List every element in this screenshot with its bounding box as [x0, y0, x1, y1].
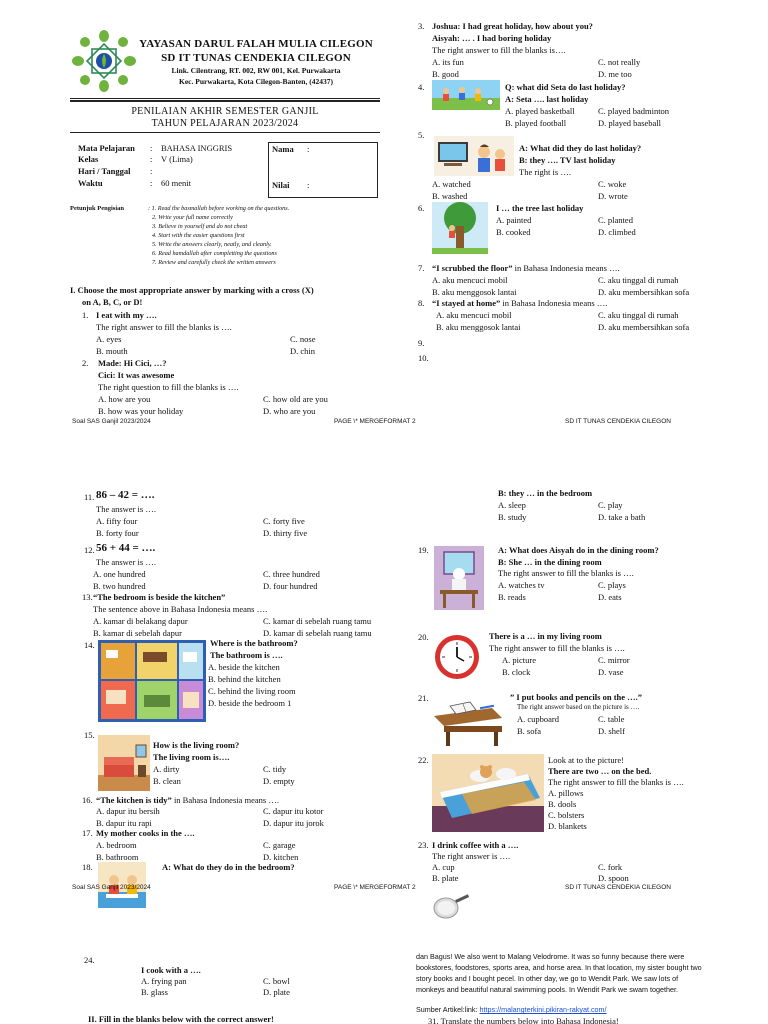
- option-c[interactable]: C. played badminton: [598, 106, 670, 116]
- section-1-instruction: I. Choose the most appropriate answer by marking with a cross (X): [70, 285, 314, 295]
- option-b[interactable]: B. forty four: [96, 528, 139, 538]
- question-stem: I cook with a ….: [141, 965, 201, 975]
- option-d[interactable]: D. kamar di sebelah ruang tamu: [263, 628, 372, 638]
- question-stem: My mother cooks in the ….: [96, 828, 195, 838]
- question-prompt: The right answer based on the picture is ….: [517, 703, 640, 711]
- score-label: Nilai: [272, 180, 290, 190]
- option-b[interactable]: B. aku menggosok lantai: [432, 287, 517, 297]
- question-number: 23.: [418, 840, 429, 850]
- option-d[interactable]: D. plate: [263, 987, 290, 997]
- question-stem: Where is the bathroom?: [210, 638, 298, 648]
- option-d[interactable]: D. aku membersihkan sofa: [598, 287, 690, 297]
- question-stem: There is a … in my living room: [489, 631, 602, 641]
- question-stem: 56 + 44 = ….: [96, 542, 156, 554]
- question-number: 24.: [84, 955, 95, 965]
- option-a[interactable]: A. cup: [432, 862, 455, 872]
- option-a[interactable]: A. watched: [432, 179, 471, 189]
- question-stem: 86 – 42 = ….: [96, 489, 155, 501]
- question-stem: I … the tree last holiday: [496, 203, 584, 213]
- question-stem-2: The living room is….: [153, 752, 230, 762]
- option-b[interactable]: B. washed: [432, 191, 468, 201]
- question-number: 4.: [418, 82, 425, 92]
- option-c[interactable]: C. tidy: [263, 764, 287, 774]
- question-number: 2.: [82, 358, 89, 368]
- option-b[interactable]: B. dapur itu rapi: [96, 818, 152, 828]
- dining-room-picture: [434, 546, 484, 610]
- foundation-name: YAYASAN DARUL FALAH MULIA CILEGON: [139, 38, 373, 50]
- option-a[interactable]: A. aku mencuci mobil: [436, 310, 512, 320]
- question-number: 15.: [84, 730, 95, 740]
- option-c[interactable]: C. plays: [598, 580, 626, 590]
- school-address-1: Link. Cilentrang, RT. 002, RW 001, Kel. Purwakarta: [171, 66, 341, 75]
- question-number: 17.: [82, 828, 93, 838]
- question-stem: Made: Hi Cici, …?: [98, 358, 167, 368]
- option-b[interactable]: B. clean: [153, 776, 181, 786]
- option-a[interactable]: A. one hundred: [93, 569, 146, 579]
- question-prompt: The right is ….: [519, 167, 571, 177]
- option-d[interactable]: D. blankets: [548, 821, 587, 831]
- option-b[interactable]: B. reads: [498, 592, 526, 602]
- option-d[interactable]: D. who are you: [263, 406, 316, 416]
- footer-left: Soal SAS Ganjil 2023/2024: [72, 418, 151, 425]
- option-d[interactable]: D. vase: [598, 667, 624, 677]
- option-b[interactable]: B. cooked: [496, 227, 531, 237]
- question-stem: “I scrubbed the floor”: [432, 263, 513, 273]
- question-prompt: The right answer to fill the blanks is ….: [96, 322, 232, 332]
- header-divider: [70, 98, 380, 99]
- instruction-item: : 1. Read the basmallah before working on the questions.: [148, 205, 290, 212]
- option-d[interactable]: D. thirty five: [263, 528, 308, 538]
- option-d[interactable]: D. beside the bedroom 1: [208, 698, 292, 708]
- option-d[interactable]: D. eats: [598, 592, 622, 602]
- subject-sep: :: [150, 143, 153, 153]
- name-sep: :: [307, 144, 310, 154]
- reading-line: monkeys and beautiful natural swimming pools. In Wendit Park we swam together.: [416, 985, 678, 994]
- question-number: 5.: [418, 130, 425, 140]
- option-b[interactable]: B. played football: [505, 118, 567, 128]
- school-logo: [72, 30, 136, 92]
- question-stem-2: The bathroom is ….: [210, 650, 283, 660]
- question-stem: Q: what did Seta do last holiday?: [505, 82, 626, 92]
- bed-picture: [432, 754, 544, 832]
- question-stem: How is the living room?: [153, 740, 240, 750]
- exam-year: TAHUN PELAJARAN 2023/2024: [151, 118, 299, 129]
- question-prompt: The right answer to fill the blanks is ….: [489, 643, 625, 653]
- house-floor-plan-picture: [98, 640, 206, 722]
- question-number: 19.: [418, 545, 429, 555]
- option-b[interactable]: B. good: [432, 69, 459, 79]
- score-sep: :: [307, 180, 310, 190]
- option-a[interactable]: A. pillows: [548, 788, 584, 798]
- option-c[interactable]: C. kamar di sebelah ruang tamu: [263, 616, 372, 626]
- option-a[interactable]: A. dapur itu bersih: [96, 806, 160, 816]
- footer-page-field: PAGE \* MERGEFORMAT 2: [334, 418, 416, 425]
- option-c[interactable]: C. table: [598, 714, 625, 724]
- question-stem-2: B: they … in the bedroom: [498, 488, 593, 498]
- option-b[interactable]: B. kamar di sebelah dapur: [93, 628, 182, 638]
- option-b[interactable]: B. how was your holiday: [98, 406, 184, 416]
- name-label: Nama: [272, 144, 294, 154]
- footer-right: SD IT TUNAS CENDEKIA CILEGON: [565, 884, 671, 891]
- instruction-item: 6. Read hamdallah after completting the questions: [152, 250, 277, 257]
- question-stem: I eat with my ….: [96, 310, 157, 320]
- option-a[interactable]: A. kamar di belakang dapur: [93, 616, 188, 626]
- option-d[interactable]: D. dapur itu jorok: [263, 818, 324, 828]
- option-a[interactable]: A. bedroom: [96, 840, 137, 850]
- question-prompt: The right question to fill the blanks is ….: [98, 382, 239, 392]
- table-with-books-picture: [430, 692, 504, 748]
- question-stem: “The kitchen is tidy”: [96, 795, 172, 805]
- question-number: 9.: [418, 338, 425, 348]
- question-number: 21.: [418, 693, 429, 703]
- class-label: Kelas: [78, 154, 99, 164]
- option-c[interactable]: C. mirror: [598, 655, 630, 665]
- option-c[interactable]: C. fork: [598, 862, 623, 872]
- option-a[interactable]: A. eyes: [96, 334, 122, 344]
- question-number: 6.: [418, 203, 425, 213]
- option-a[interactable]: A. dirty: [153, 764, 180, 774]
- question-stem-tail: in Bahasa Indonesia means ….: [512, 263, 620, 273]
- question-number: 14.: [84, 640, 95, 650]
- option-c[interactable]: C. garage: [263, 840, 296, 850]
- question-stem-2: A: Seta …. last holiday: [505, 94, 589, 104]
- question-stem: Joshua: I had great holiday, how about you?: [432, 21, 593, 31]
- question-number: 7.: [418, 263, 425, 273]
- option-d[interactable]: D. four hundred: [263, 581, 318, 591]
- question-stem: I drink coffee with a ….: [432, 840, 519, 850]
- option-c[interactable]: C. dapur itu kotor: [263, 806, 324, 816]
- source-link[interactable]: https://malangterkini.pikiran-rakyat.com/: [479, 1005, 607, 1014]
- option-a[interactable]: A. painted: [496, 215, 532, 225]
- option-c[interactable]: C. not really: [598, 57, 641, 67]
- instructions-label: Petunjuk Pengisian: [70, 205, 124, 212]
- footer-right: SD IT TUNAS CENDEKIA CILEGON: [565, 418, 671, 425]
- watching-tv-picture: [434, 136, 514, 176]
- instruction-item: 4. Start with the easier questions first: [152, 232, 245, 239]
- exam-title: PENILAIAN AKHIR SEMESTER GANJIL: [131, 106, 319, 117]
- question-number: 3.: [418, 21, 425, 31]
- source-label: Sumber Artikel:link:: [416, 1005, 480, 1014]
- option-b[interactable]: B. clock: [502, 667, 531, 677]
- option-d[interactable]: D. kitchen: [263, 852, 299, 862]
- option-a[interactable]: A. played basketball: [505, 106, 575, 116]
- option-a[interactable]: A. picture: [502, 655, 536, 665]
- question-stem: A: What did they do last holiday?: [519, 143, 642, 153]
- option-c[interactable]: C. how old are you: [263, 394, 328, 404]
- living-room-picture: [98, 735, 150, 791]
- question-number: 11.: [84, 492, 95, 502]
- option-d[interactable]: D. shelf: [598, 726, 625, 736]
- option-b[interactable]: B. two hundred: [93, 581, 146, 591]
- question-number: 22.: [418, 755, 429, 765]
- question-number: 1.: [82, 310, 89, 320]
- instruction-item: 7. Review and carefully check the written answers: [152, 259, 276, 266]
- option-a[interactable]: A. beside the kitchen: [208, 662, 280, 672]
- option-c[interactable]: C. bowl: [263, 976, 290, 986]
- section-2-instruction: II. Fill in the blanks below with the correct answer!: [88, 1014, 274, 1024]
- option-d[interactable]: D. take a bath: [598, 512, 646, 522]
- question-stem-2: B: She … in the dining room: [498, 557, 602, 567]
- option-a[interactable]: A. its fun: [432, 57, 464, 67]
- instruction-item: 5. Write the answers clearly, neatly, and cleanly.: [152, 241, 272, 248]
- option-d[interactable]: D. wrote: [598, 191, 628, 201]
- option-a[interactable]: A. watches tv: [498, 580, 545, 590]
- option-d[interactable]: D. chin: [290, 346, 316, 356]
- time-sep: :: [150, 178, 153, 188]
- school-address-2: Kec. Purwakarta, Kota Cilegon-Banten, (42437): [179, 77, 333, 86]
- header-divider-thick: [70, 100, 380, 102]
- question-number: 12.: [84, 545, 95, 555]
- kids-playing-picture: [432, 80, 500, 110]
- option-c[interactable]: C. aku tinggal di rumah: [598, 275, 679, 285]
- option-b[interactable]: B. study: [498, 512, 527, 522]
- option-c[interactable]: C. three hundred: [263, 569, 320, 579]
- option-a[interactable]: A. sleep: [498, 500, 526, 510]
- title-divider: [70, 132, 380, 133]
- option-a[interactable]: A. how are you: [98, 394, 151, 404]
- day-sep: :: [150, 166, 153, 176]
- option-b[interactable]: B. plate: [432, 873, 459, 883]
- question-stem: Look at to the picture!: [548, 755, 625, 765]
- footer-page-field: PAGE \* MERGEFORMAT 2: [334, 884, 416, 891]
- option-d[interactable]: D. played baseball: [598, 118, 662, 128]
- question-number: 10.: [418, 353, 429, 363]
- question-number: 13.: [82, 592, 93, 602]
- question-prompt: The answer is ….: [96, 557, 156, 567]
- option-b[interactable]: B. glass: [141, 987, 168, 997]
- question-stem-2: There are two … on the bed.: [548, 766, 652, 776]
- school-name: SD IT TUNAS CENDEKIA CILEGON: [161, 52, 351, 64]
- option-d[interactable]: D. empty: [263, 776, 295, 786]
- question-stem: A: What do they do in the bedroom?: [162, 862, 295, 872]
- option-d[interactable]: D. climbed: [598, 227, 636, 237]
- question-prompt: The answer is ….: [96, 504, 156, 514]
- option-c[interactable]: C. nose: [290, 334, 316, 344]
- option-b[interactable]: B. mouth: [96, 346, 128, 356]
- option-c[interactable]: C. forty five: [263, 516, 305, 526]
- question-stem: “The bedroom is beside the kitchen”: [93, 592, 226, 602]
- class-sep: :: [150, 154, 153, 164]
- question-prompt: The right answer to fill the blanks is ….: [498, 568, 634, 578]
- question-stem: A: What does Aisyah do in the dining room?: [498, 545, 659, 555]
- time-value: 60 menit: [161, 178, 191, 188]
- option-b[interactable]: B. sofa: [517, 726, 542, 736]
- question-stem-tail: in Bahasa Indonesia means ….: [171, 795, 279, 805]
- class-value: V (Lima): [161, 154, 193, 164]
- clock-icon: [433, 633, 481, 681]
- option-d[interactable]: D. aku membersihkan sofa: [598, 322, 690, 332]
- option-a[interactable]: A. aku mencuci mobil: [432, 275, 508, 285]
- instruction-item: 3. Believe in yourself and do not cheat: [152, 223, 248, 230]
- option-b[interactable]: B. dools: [548, 799, 577, 809]
- question-stem: “I stayed at home”: [432, 298, 501, 308]
- option-b[interactable]: B. behind the kitchen: [208, 674, 281, 684]
- option-b[interactable]: B. aku menggosok lantai: [436, 322, 521, 332]
- reading-line: bookstores, foodstores, sports area, and horse area. In that location, my sister bought two: [416, 963, 702, 972]
- question-prompt: The sentence above in Bahasa Indonesia means ….: [93, 604, 268, 614]
- option-c[interactable]: C. aku tinggal di rumah: [598, 310, 679, 320]
- instruction-item: 2. Write your full name correctly: [152, 214, 233, 221]
- subject-label: Mata Pelajaran: [78, 143, 135, 153]
- option-d[interactable]: D. spoon: [598, 873, 629, 883]
- time-label: Waktu: [78, 178, 103, 188]
- section-1-instruction-2: on A, B, C, or D!: [82, 297, 143, 307]
- option-c[interactable]: C. behind the living room: [208, 686, 296, 696]
- option-d[interactable]: D. me too: [598, 69, 632, 79]
- question-stem: ” I put books and pencils on the ….”: [510, 692, 643, 702]
- question-prompt: The right answer to fill the blanks is….: [432, 45, 566, 55]
- question-prompt: The right answer to fill the blanks is ….: [548, 777, 684, 787]
- question-31: 31. Translate the numbers below into Bahasa Indonesia!: [428, 1016, 619, 1024]
- question-stem-2: B: they …. TV last holiday: [519, 155, 616, 165]
- option-a[interactable]: A. cupboard: [517, 714, 560, 724]
- question-stem-2: Cici: It was awesome: [98, 370, 175, 380]
- question-number: 20.: [418, 632, 429, 642]
- frying-pan-picture: [430, 892, 472, 922]
- option-a[interactable]: A. fifty four: [96, 516, 138, 526]
- question-number: 8.: [418, 298, 425, 308]
- option-b[interactable]: B. bathroom: [96, 852, 139, 862]
- option-c[interactable]: C. play: [598, 500, 623, 510]
- question-stem-2: Aisyah: … . I had boring holiday: [432, 33, 552, 43]
- option-c[interactable]: C. planted: [598, 215, 633, 225]
- option-a[interactable]: A. frying pan: [141, 976, 187, 986]
- footer-left: Soal SAS Ganjil 2023/2024: [72, 884, 151, 891]
- reading-line: dan Bagus! We also went to Malang Velodrome. It was so funny because there were: [416, 952, 685, 961]
- option-c[interactable]: C. woke: [598, 179, 627, 189]
- climbing-tree-picture: [432, 202, 488, 254]
- option-c[interactable]: C. bolsters: [548, 810, 585, 820]
- question-prompt: The right answer is ….: [432, 851, 511, 861]
- question-number: 18.: [82, 862, 93, 872]
- subject-value: BAHASA INGGRIS: [161, 143, 233, 153]
- question-number: 16.: [82, 795, 93, 805]
- reading-line: story books and I bought pecel. In other day, we go to Wendit Park. We saw lots of: [416, 974, 679, 983]
- question-stem-tail: in Bahasa Indonesia means ….: [500, 298, 608, 308]
- day-label: Hari / Tanggal: [78, 166, 131, 176]
